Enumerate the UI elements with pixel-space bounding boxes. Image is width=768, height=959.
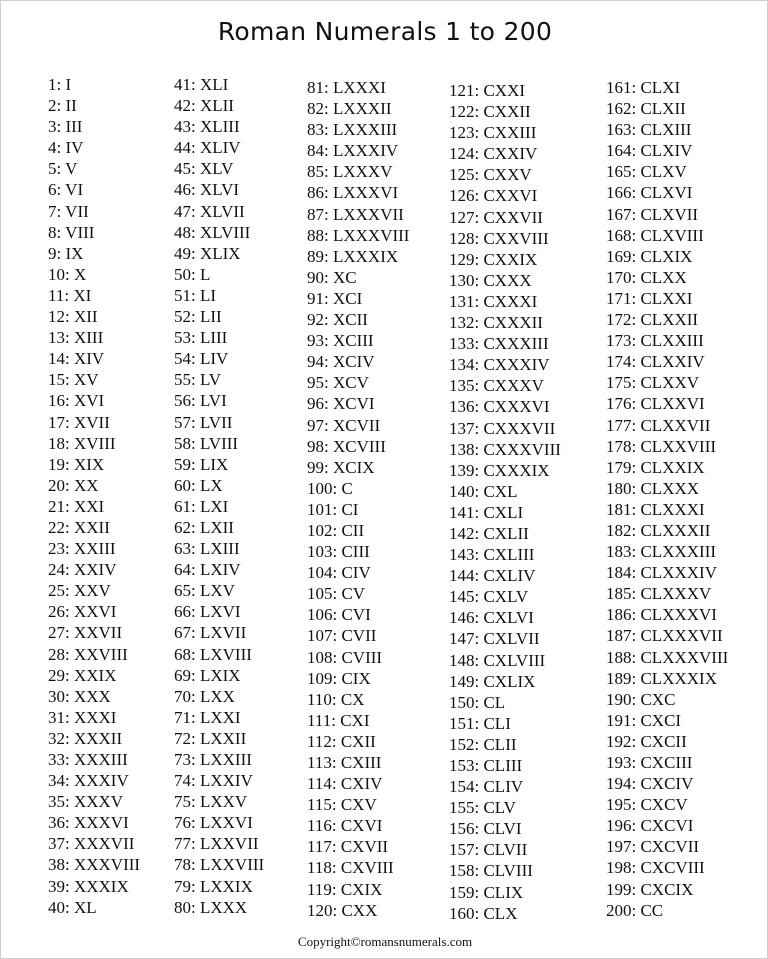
numeral-entry: 167: CLXVII (606, 204, 699, 224)
numeral-entry: 67: LXVII (174, 623, 247, 643)
numeral-entry: 10: X (48, 264, 87, 284)
numeral-entry: 17: XVII (48, 412, 110, 432)
numeral-entry: 160: CLX (449, 903, 518, 923)
numeral-entry: 133: CXXXIII (449, 334, 549, 354)
numeral-entry: 153: CLIII (449, 756, 523, 775)
numeral-entry: 199: CXCIX (606, 879, 694, 899)
numeral-entry: 187: CLXXXVII (606, 626, 723, 646)
numeral-entry: 70: LXX (174, 686, 235, 706)
numeral-entry: 69: LXIX (174, 665, 241, 685)
copyright-footer: Copyright©romansnumerals.com (297, 934, 473, 949)
numeral-entry: 138: CXXXVIII (449, 439, 561, 459)
numeral-entry: 85: LXXXV (307, 162, 393, 182)
numeral-entry: 42: XLII (174, 96, 234, 116)
numeral-entry: 23: XXIII (48, 539, 116, 559)
numeral-entry: 148: CXLVIII (449, 650, 546, 670)
numeral-entry: 109: CIX (307, 668, 371, 688)
numeral-entry: 53: LIII (174, 328, 228, 348)
numeral-entry: 72: LXXII (174, 728, 247, 748)
numeral-entry: 63: LXIII (174, 539, 240, 559)
numeral-entry: 139: CXXXIX (449, 460, 550, 480)
numeral-entry: 14: XIV (48, 349, 105, 369)
numeral-entry: 142: CXLII (449, 523, 529, 543)
numeral-entry: 37: XXXVII (48, 834, 135, 854)
numeral-entry: 19: XIX (48, 454, 105, 474)
numeral-entry: 57: LVII (174, 412, 233, 432)
numeral-entry: 2: II (48, 96, 77, 116)
numeral-entry: 121: CXXI (449, 81, 526, 100)
numeral-entry: 108: CVIII (307, 647, 383, 667)
numeral-entry: 180: CLXXX (606, 478, 700, 498)
numeral-entry: 130: CXXX (449, 270, 532, 290)
numeral-entry: 129: CXXIX (449, 249, 538, 269)
numeral-entry: 144: CXLIV (449, 566, 536, 586)
numeral-entry: 52: LII (174, 307, 222, 327)
numeral-entry: 88: LXXXVIII (307, 225, 410, 245)
numeral-entry: 41: XLI (174, 75, 229, 94)
numeral-entry: 84: LXXXIV (307, 141, 399, 161)
numeral-entry: 124: CXXIV (449, 144, 538, 164)
numeral-entry: 4: IV (48, 138, 84, 158)
numeral-entry: 27: XXVII (48, 623, 123, 643)
numeral-entry: 93: XCIII (307, 331, 374, 351)
numeral-entry: 44: XLIV (174, 138, 241, 158)
numeral-entry: 195: CXCV (606, 795, 688, 815)
numeral-entry: 119: CXIX (307, 879, 383, 899)
numeral-entry: 140: CXL (449, 481, 518, 501)
numeral-entry: 157: CLVII (449, 840, 528, 860)
numeral-entry: 179: CLXXIX (606, 457, 705, 477)
numeral-entry: 113: CXIII (307, 753, 382, 772)
numeral-entry: 185: CLXXXV (606, 584, 712, 604)
numeral-entry: 162: CLXII (606, 99, 686, 119)
numeral-entry: 76: LXXVI (174, 813, 253, 833)
numeral-entry: 198: CXCVIII (606, 858, 705, 878)
numeral-entry: 61: LXI (174, 496, 229, 516)
numeral-column-4 (449, 80, 561, 924)
page-title: Roman Numerals 1 to 200 (217, 17, 553, 46)
numeral-entry: 164: CLXIV (606, 141, 693, 161)
numeral-entry: 149: CXLIX (449, 671, 536, 691)
numeral-entry: 98: XCVIII (307, 436, 386, 456)
numeral-entry: 102: CII (307, 520, 365, 540)
numeral-entry: 117: CXVII (307, 837, 389, 857)
numeral-entry: 172: CLXXII (606, 310, 699, 330)
numeral-entry: 118: CXVIII (307, 858, 394, 878)
numeral-entry: 166: CLXVI (606, 183, 693, 203)
numeral-entry: 54: LIV (174, 349, 229, 369)
numeral-entry: 21: XXI (48, 496, 105, 516)
numeral-entry: 20: XX (48, 475, 99, 495)
numeral-entry: 18: XVIII (48, 433, 116, 453)
numeral-entry: 3: III (48, 117, 83, 137)
numeral-entry: 171: CLXXI (606, 288, 693, 308)
numeral-entry: 26: XXVI (48, 602, 117, 622)
numeral-entry: 181: CLXXXI (606, 499, 705, 519)
numeral-entry: 87: LXXXVII (307, 204, 404, 224)
numeral-entry: 126: CXXVI (449, 186, 538, 206)
numeral-entry: 38: XXXVIII (48, 855, 141, 875)
numeral-entry: 141: CXLI (449, 502, 524, 522)
numeral-entry: 120: CXX (307, 900, 378, 920)
numeral-entry: 78: LXXVIII (174, 855, 265, 875)
numeral-entry: 174: CLXXIV (606, 352, 705, 372)
numeral-entry: 114: CXIV (307, 774, 383, 794)
numeral-entry: 39: XXXIX (48, 876, 129, 896)
numeral-entry: 156: CLVI (449, 819, 522, 839)
numeral-entry: 6: VI (48, 180, 84, 200)
numeral-entry: 176: CLXXVI (606, 394, 705, 414)
numeral-entry: 168: CLXVIII (606, 225, 704, 245)
numeral-entry: 58: LVIII (174, 433, 239, 453)
numeral-entry: 145: CXLV (449, 587, 529, 607)
numeral-entry: 82: LXXXII (307, 99, 392, 119)
numeral-entry: 15: XV (48, 370, 99, 390)
numeral-entry: 29: XXIX (48, 665, 117, 685)
numeral-entry: 81: LXXXI (307, 78, 386, 97)
numeral-entry: 71: LXXI (174, 707, 241, 727)
numeral-column-1 (48, 74, 140, 918)
numeral-entry: 175: CLXXV (606, 373, 700, 393)
numeral-entry: 36: XXXVI (48, 813, 129, 833)
numeral-entry: 136: CXXXVI (449, 397, 550, 417)
numeral-entry: 104: CIV (307, 563, 371, 583)
numeral-entry: 112: CXII (307, 731, 376, 751)
numeral-entry: 170: CLXX (606, 267, 687, 287)
numeral-entry: 189: CLXXXIX (606, 668, 717, 688)
numeral-entry: 183: CLXXXIII (606, 542, 717, 562)
numeral-entry: 177: CLXXVII (606, 415, 711, 435)
numeral-entry: 184: CLXXXIV (606, 563, 717, 583)
numeral-entry: 100: C (307, 478, 353, 498)
numeral-entry: 143: CXLIII (449, 545, 535, 565)
numeral-entry: 134: CXXXIV (449, 355, 550, 375)
numeral-entry: 74: LXXIV (174, 771, 253, 791)
numeral-entry: 13: XIII (48, 328, 104, 348)
numeral-entry: 197: CXCVII (606, 837, 700, 857)
numeral-entry: 34: XXXIV (48, 771, 129, 791)
numeral-entry: 31: XXXI (48, 707, 117, 727)
numeral-entry: 64: LXIV (174, 560, 241, 580)
numeral-entry: 24: XXIV (48, 560, 117, 580)
numeral-entry: 158: CLVIII (449, 861, 533, 881)
numeral-entry: 33: XXXIII (48, 750, 128, 769)
numeral-entry: 147: CXLVII (449, 629, 540, 649)
numeral-entry: 49: XLIX (174, 243, 241, 263)
numeral-entry: 28: XXVIII (48, 644, 128, 664)
numeral-entry: 194: CXCIV (606, 774, 694, 794)
numeral-entry: 80: LXXX (174, 897, 248, 917)
numeral-entry: 137: CXXXVII (449, 418, 556, 438)
numeral-entry: 196: CXCVI (606, 816, 694, 836)
numeral-entry: 92: XCII (307, 310, 368, 330)
numeral-entry: 32: XXXII (48, 728, 123, 748)
numeral-entry: 101: CI (307, 499, 359, 519)
numeral-entry: 65: LXV (174, 581, 235, 601)
numeral-entry: 105: CV (307, 584, 366, 604)
numeral-entry: 9: IX (48, 243, 84, 263)
numeral-entry: 95: XCV (307, 373, 369, 393)
numeral-entry: 79: LXXIX (174, 876, 253, 896)
numeral-entry: 47: XLVII (174, 201, 245, 221)
numeral-entry: 40: XL (48, 897, 97, 917)
numeral-entry: 97: XCVII (307, 415, 381, 435)
numeral-entry: 86: LXXXVI (307, 183, 399, 203)
numeral-entry: 135: CXXXV (449, 376, 544, 396)
numeral-entry: 7: VII (48, 201, 89, 221)
numeral-entry: 125: CXXV (449, 165, 532, 185)
numeral-entry: 89: LXXXIX (307, 246, 399, 266)
numeral-entry: 132: CXXXII (449, 313, 543, 333)
numeral-entry: 99: XCIX (307, 457, 375, 477)
numeral-entry: 103: CIII (307, 542, 370, 562)
numeral-entry: 127: CXXVII (449, 207, 543, 227)
numeral-entry: 66: LXVI (174, 602, 241, 622)
numeral-entry: 5: V (48, 159, 78, 179)
numeral-entry: 68: LXVIII (174, 644, 252, 664)
numeral-entry: 35: XXXV (48, 792, 124, 812)
numeral-entry: 110: CX (307, 689, 365, 709)
numeral-entry: 43: XLIII (174, 117, 240, 137)
numeral-entry: 192: CXCII (606, 731, 687, 751)
numeral-entry: 96: XCVI (307, 394, 375, 414)
numeral-entry: 8: VIII (48, 222, 95, 242)
numeral-entry: 12: XII (48, 307, 98, 327)
numeral-entry: 163: CLXIII (606, 120, 692, 140)
numeral-entry: 50: L (174, 264, 211, 284)
numeral-entry: 128: CXXVIII (449, 228, 549, 248)
numeral-column-2 (174, 74, 264, 918)
numeral-entry: 30: XXX (48, 686, 111, 706)
numeral-entry: 186: CLXXXVI (606, 605, 717, 625)
numeral-entry: 116: CXVI (307, 816, 383, 836)
numeral-entry: 77: LXXVII (174, 834, 259, 854)
numeral-column-5 (606, 77, 728, 921)
numeral-entry: 150: CL (449, 692, 506, 712)
numeral-entry: 90: XC (307, 267, 357, 287)
numeral-column-3 (307, 77, 409, 921)
numeral-entry: 159: CLIX (449, 882, 524, 902)
numeral-entry: 193: CXCIII (606, 753, 693, 772)
numeral-entry: 161: CLXI (606, 78, 681, 97)
numeral-entry: 59: LIX (174, 454, 229, 474)
numeral-entry: 73: LXXIII (174, 750, 252, 769)
numeral-entry: 25: XXV (48, 581, 111, 601)
numeral-entry: 122: CXXII (449, 102, 531, 122)
numeral-entry: 154: CLIV (449, 777, 524, 797)
numeral-entry: 169: CLXIX (606, 246, 693, 266)
numeral-entry: 191: CXCI (606, 710, 682, 730)
numeral-entry: 200: CC (606, 900, 664, 920)
numeral-entry: 83: LXXXIII (307, 120, 398, 140)
numeral-entry: 146: CXLVI (449, 608, 534, 628)
numeral-entry: 190: CXC (606, 689, 676, 709)
numeral-entry: 155: CLV (449, 798, 516, 818)
numeral-entry: 106: CVI (307, 605, 371, 625)
numeral-entry: 123: CXXIII (449, 123, 537, 143)
numeral-entry: 46: XLVI (174, 180, 240, 200)
numeral-entry: 11: XI (48, 285, 92, 305)
numeral-entry: 56: LVI (174, 391, 227, 411)
numeral-entry: 94: XCIV (307, 352, 375, 372)
numeral-entry: 165: CLXV (606, 162, 687, 182)
numeral-entry: 182: CLXXXII (606, 520, 711, 540)
numeral-entry: 178: CLXXVIII (606, 436, 717, 456)
numeral-entry: 48: XLVIII (174, 222, 251, 242)
numeral-entry: 151: CLI (449, 713, 511, 733)
numeral-entry: 188: CLXXXVIII (606, 647, 729, 667)
numeral-entry: 152: CLII (449, 734, 517, 754)
numeral-entry: 107: CVII (307, 626, 377, 646)
numeral-entry: 55: LV (174, 370, 222, 390)
numeral-entry: 131: CXXXI (449, 291, 538, 311)
numeral-entry: 62: LXII (174, 517, 234, 537)
numeral-entry: 173: CLXXIII (606, 331, 704, 351)
numeral-entry: 1: I (48, 75, 72, 94)
numeral-entry: 16: XVI (48, 391, 105, 411)
numeral-entry: 22: XXII (48, 517, 110, 537)
numeral-entry: 75: LXXV (174, 792, 248, 812)
numeral-entry: 60: LX (174, 475, 223, 495)
numeral-entry: 45: XLV (174, 159, 234, 179)
numeral-entry: 51: LI (174, 285, 217, 305)
numeral-entry: 111: CXI (307, 710, 370, 730)
numeral-entry: 91: XCI (307, 288, 363, 308)
numeral-entry: 115: CXV (307, 795, 377, 815)
